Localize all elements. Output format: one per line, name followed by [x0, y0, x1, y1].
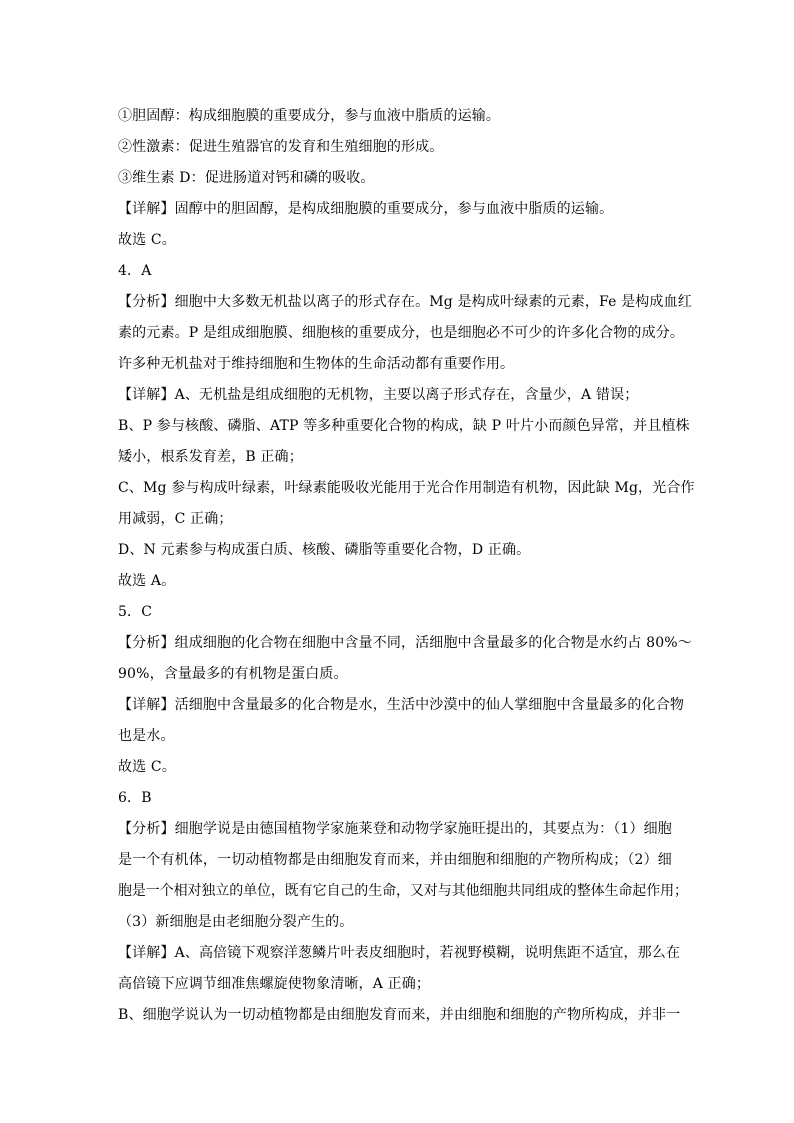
text-line: 【分析】细胞学说是由德国植物学家施莱登和动物学家施旺提出的，其要点为：（1）细胞 [118, 821, 672, 837]
question-number: 5．C [118, 604, 153, 620]
text-line: 用减弱，C 正确； [118, 511, 233, 527]
text-line: 故选 C。 [118, 232, 176, 248]
text-line: （3）新细胞是由老细胞分裂产生的。 [118, 914, 354, 930]
text-line: 【详解】活细胞中含量最多的化合物是水，生活中沙漠中的仙人掌细胞中含量最多的化合物 [118, 697, 684, 713]
text-line: 素的元素。P 是组成细胞膜、细胞核的重要成分，也是细胞必不可少的许多化合物的成分。 [118, 325, 685, 341]
text-line: B、细胞学说认为一切动植物都是由细胞发育而来，并由细胞和细胞的产物所构成，并非一 [118, 1007, 681, 1023]
text-line: ①胆固醇：构成细胞膜的重要成分，参与血液中脂质的运输。 [118, 108, 501, 124]
text-line: 矮小，根系发育差，B 正确； [118, 449, 303, 465]
text-line: 故选 C。 [118, 759, 176, 775]
text-line: 90%，含量最多的有机物是蛋白质。 [118, 666, 348, 682]
text-line: 是一个有机体，一切动植物都是由细胞发育而来，并由细胞和细胞的产物所构成；（2）细 [118, 852, 672, 868]
document-body [118, 101, 695, 1031]
text-line: D、N 元素参与构成蛋白质、核酸、磷脂等重要化合物，D 正确。 [118, 542, 531, 558]
question-number: 4．A [118, 263, 152, 279]
text-line: 高倍镜下应调节细准焦螺旋使物象清晰，A 正确； [118, 976, 431, 992]
text-line: 胞是一个相对独立的单位，既有它自己的生命，又对与其他细胞共同组成的整体生命起作用； [118, 883, 688, 899]
text-line: 也是水。 [118, 728, 175, 744]
text-line: ②性激素：促进生殖器官的发育和生殖细胞的形成。 [118, 139, 444, 155]
text-line: 【分析】细胞中大多数无机盐以离子的形式存在。Mg 是构成叶绿素的元素，Fe 是构成血红 [118, 294, 692, 310]
text-line: 【分析】组成细胞的化合物在细胞中含量不同，活细胞中含量最多的化合物是水约占 80%～ [118, 635, 692, 651]
text-line: 【详解】A、高倍镜下观察洋葱鳞片叶表皮细胞时，若视野模糊，说明焦距不适宜，那么在 [118, 945, 681, 961]
question-number: 6．B [118, 790, 152, 806]
text-line: 故选 A。 [118, 573, 176, 589]
text-line: C、Mg 参与构成叶绿素，叶绿素能吸收光能用于光合作用制造有机物，因此缺 Mg，光合作 [118, 480, 695, 496]
text-line: 许多种无机盐对于维持细胞和生物体的生命活动都有重要作用。 [118, 356, 515, 372]
text-line: B、P 参与核酸、磷脂、ATP 等多种重要化合物的构成，缺 P 叶片小而颜色异常，并且植株 [118, 418, 690, 434]
text-line: 【详解】A、无机盐是组成细胞的无机物，主要以离子形式存在，含量少，A 错误； [118, 387, 639, 403]
text-line: 【详解】固醇中的胆固醇，是构成细胞膜的重要成分，参与血液中脂质的运输。 [118, 201, 614, 217]
text-line: ③维生素 D：促进肠道对钙和磷的吸收。 [118, 170, 375, 186]
